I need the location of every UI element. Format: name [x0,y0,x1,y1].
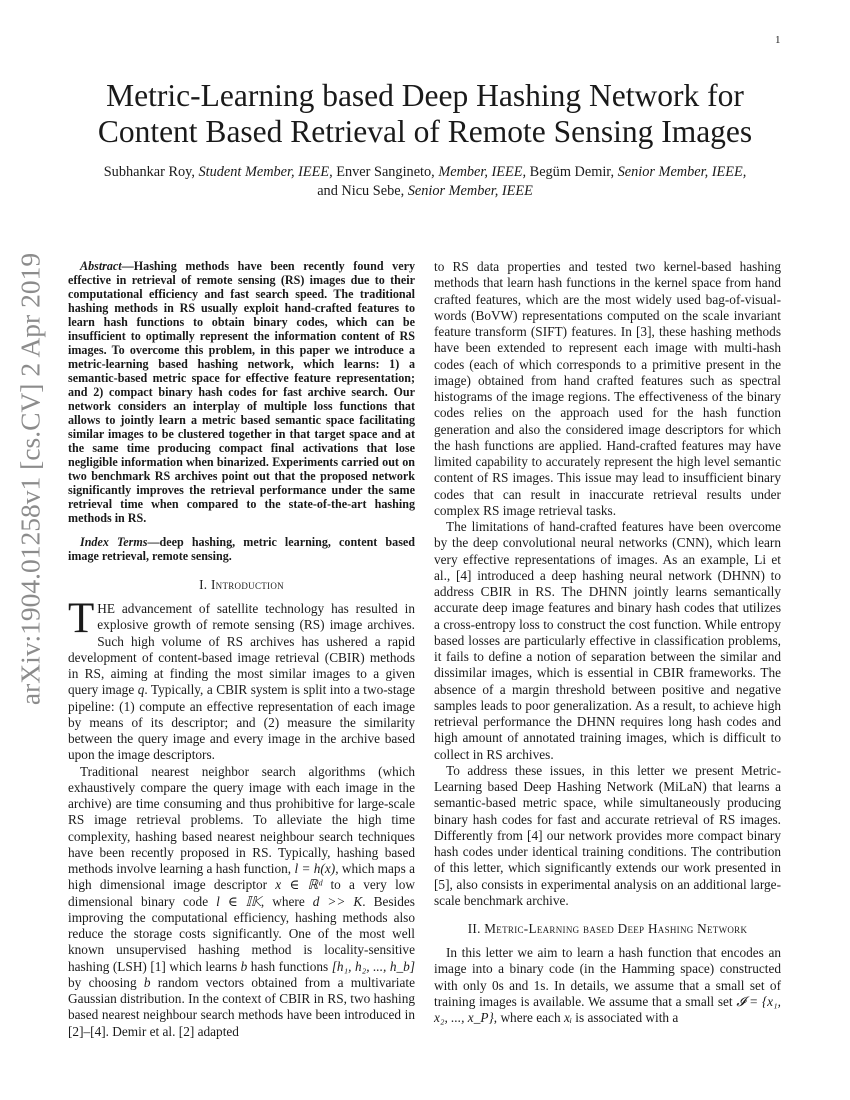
author-name: Begüm Demir, [529,164,615,180]
author-line-1 [60,163,790,182]
paragraph-text: . Besides improving the computational efficiency, hashing methods also reduce the storage costs significantly. One of the most well known unsupervised hashing method is locality-sensitive hashing (LSH) [1] which learns [68,893,415,974]
title-line-1: Metric-Learning based Deep Hashing Network for [106,78,744,113]
index-terms [68,535,415,563]
math-symbol: b [240,958,248,974]
paragraph-text: is associated with a [571,1010,679,1025]
intro-paragraph-2 [68,764,415,1040]
author-list [60,163,790,201]
math-expression: l = h(x) [294,861,336,876]
abstract-text: —Hashing methods have been recently found very effective in retrieval of remote sensing (RS) images due to their computational efficiency and fast search speed. The traditional hashing methods in RS usually exploit hand-crafted features to learn hash functions to obtain binary codes, which can be insufficient to optimally represent the information content of RS images. To overcome this problem, in this paper we introduce a metric-learning based hashing network, which learns: 1) a semantic-based metric space for effective feature representation; and 2) compact binary hash codes for fast archive search. Our network considers an interplay of multiple loss functions that allows to jointly learn a metric based semantic space facilitating similar images to be clustered together in that target space and at the same time producing compact final activations that lose negligible information when binarized. Experiments carried out on two benchmark RS archives point out that the proposed network significantly improves the retrieval performance under the same retrieval time when compared to the state-of-the-art hashing methods in RS. [68,259,415,525]
math-symbol: b [143,974,151,990]
math-expression: d >> K [312,893,363,909]
author-name: Enver Sangineto, [336,164,435,180]
paragraph-text: In this letter we aim to learn a hash function that encodes an image into a binary code (in the Hamming space) constructed with only 0s and 1s. In details, we assume that a small set of training images is available. We assume that a small set [434,945,781,1009]
arxiv-stamp [5,252,55,706]
author-line-2 [60,182,790,201]
math-expression: l ∈ 𝕀𝕂 [216,893,261,909]
lead-caps: HE [97,601,116,616]
section-heading-method: II. Metric-Learning based Deep Hashing Network [467,921,748,936]
paragraph-text: To address these issues, in this letter we present [446,762,742,778]
left-column [68,259,415,1040]
paragraph-text: (MiLaN) that learns a semantic-based metric space, while simultaneously producing binary hash codes for fast and accurate retrieval of RS images. Differently from [4] our network provides more compact binary hash codes under identical training conditions. The contribution of this letter, which significantly extends our work presented in [5], also consists in experimental analysis on an additional large-scale benchmark archive. [434,779,782,908]
paragraph-text: . Typically, a CBIR system is split into a two-stage pipeline: (1) compute an effective representation of each image by means of its descriptor; and (2) measure the similarity between the query image and every image in the archive based upon the image descriptors. [68,682,415,763]
page-number: 1 [775,34,781,46]
author-role: Student Member, IEEE, [198,164,333,180]
paper-title [0,78,850,150]
right-column [434,259,781,1026]
math-symbol: q [137,682,145,698]
paragraph-text: , where [260,893,313,909]
paragraph-text: random vectors obtained from a multivariate Gaussian distribution. In the context of CBIR in RS, two hashing based nearest neighbour search methods have been introduced in [2]–[4]. Demir et al. [2] adapted [68,974,415,1039]
right-paragraph-1: to RS data properties and tested two kernel-based hashing methods that learn hash functions in the kernel space from hand crafted features, which are the most widely used bag-of-visual-words (BoVW) representations computed on the scale invariant feature transform (SIFT) features. In [3], these hashing methods have been extended to represent each image with multi-hash codes (each of which corresponds to a primitive present in the image) obtained from hand crafted features such as spectral histograms of the image regions. The effectiveness of the binary codes relies on the approach used for the hash function generation and also the considered image descriptors for which the hash functions are applied. Hand-crafted features may have limited capability to accurately represent the high level semantic content of RS images. This issue may lead to insufficient binary codes that can result in inaccurate retrieval results under complex RS image retrieval tasks. [434,259,781,518]
paragraph-text: advancement of satellite technology has resulted in explosive growth of remote sensing (RS) image archives. Such high volume of RS archives has ushered a rapid development of content-based image retrieval (CBIR) methods in RS, aiming at finding the most similar images to a given query image [68,601,415,698]
author-role: Senior Member, IEEE [407,183,533,199]
index-terms-text: —deep hashing, metric learning, content based image retrieval, remote sensing. [68,535,415,563]
arxiv-stamp-text: arXiv:1904.01258v1 [cs.CV] 2 Apr 2019 [14,252,46,706]
author-name: and Nicu Sebe, [317,183,405,199]
math-expression: x ∈ ℝᵈ [275,877,323,893]
right-paragraph-3 [434,763,781,909]
author-role: Member, IEEE, [438,164,527,180]
right-paragraph-2: The limitations of hand-crafted features have been overcome by the deep convolutional neural networks (CNN), which learn very effective representations of images. As an example, Li et al., [4] introduced a deep hashing neural network (DHNN) to address CBIR in RS. The DHNN jointly learns semantically accurate deep image features and binary hash codes that utilizes a cross-entropy loss to construct the cost function. While entropy based losses are particularly effective in classification problems, it fails to define a notion of separation between the similar and dissimilar images, which is essential in CBIR frameworks. The absence of a margin threshold between positive and negative samples leads to poor generalization. As a result, to achieve high retrieval performance the DHNN requires long hash codes and high amount of annotated training images, which is difficult to collect in RS archives. [434,519,781,762]
title-line-2: Content Based Retrieval of Remote Sensing Images [97,114,753,149]
math-symbol: xᵢ [563,1010,572,1025]
drop-cap: T [68,595,95,642]
paragraph-text: to a very low dimensional binary code [68,877,416,909]
paragraph-text: hash functions [247,958,332,974]
paragraph-text: Traditional nearest neighbor search algorithms (which exhaustively compare the query image with each image in the archive) are time consuming and thus prohibitive for large-scale RS image retrieval problems. To alleviate the high time complexity, hashing based nearest neighbour search techniques have been recently proposed in RS. Typically, hashing based methods involve learning a hash function, [68,763,415,876]
milan-expansion: Metric-Learning based Deep Hashing Network [434,762,781,794]
method-paragraph-1 [434,945,781,1026]
abstract [68,259,415,525]
paragraph-text: , which maps a high dimensional image descriptor [68,861,415,893]
math-expression: 𝓘 = {x₁, x₂, ..., x_P} [434,993,781,1025]
paragraph-text: by choosing [68,974,144,990]
author-role: Senior Member, IEEE, [617,164,747,180]
abstract-label: Abstract [80,259,122,273]
index-terms-label: Index Terms [80,535,148,549]
author-name: Subhankar Roy, [103,164,195,180]
intro-paragraph-1 [68,595,415,764]
section-heading-introduction: I. Introduction [199,577,284,592]
math-expression: [h₁, h₂, ..., h_b] [331,958,415,974]
paragraph-text: , where each [493,1010,564,1025]
